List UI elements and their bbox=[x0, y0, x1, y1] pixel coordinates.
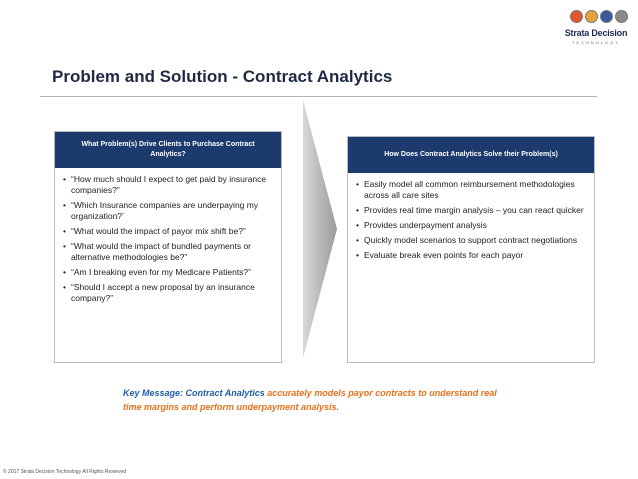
list-item: • Provides underpayment analysis bbox=[356, 220, 586, 231]
list-item: • “Which Insurance companies are underpaying my organization?’ bbox=[63, 200, 273, 222]
title-divider bbox=[40, 96, 597, 97]
solution-panel bbox=[347, 136, 595, 363]
list-item: • Provides real time margin analysis – you can react quicker bbox=[356, 205, 586, 216]
list-item: • “Should I accept a new proposal by an insurance company?” bbox=[63, 282, 273, 304]
arrow-chevron-icon bbox=[303, 100, 337, 358]
logo-icons bbox=[570, 10, 628, 23]
strata-logo bbox=[560, 10, 632, 50]
copyright-footer: © 2017 Strata Decision Technology All Rights Reserved bbox=[3, 469, 127, 475]
logo-circle-icon bbox=[600, 10, 613, 23]
problem-list bbox=[55, 168, 281, 304]
logo-circle-icon bbox=[615, 10, 628, 23]
list-item: • “What would the impact of payor mix shift be?” bbox=[63, 226, 273, 237]
key-message-lead: Key Message: Contract Analytics bbox=[123, 388, 265, 398]
list-item: • “Am I breaking even for my Medicare Patients?” bbox=[63, 267, 273, 278]
problem-panel bbox=[54, 131, 282, 363]
logo-name: Strata Decision bbox=[564, 28, 628, 38]
key-message bbox=[123, 386, 503, 414]
list-item: • Evaluate break even points for each payor bbox=[356, 250, 586, 261]
logo-circle-icon bbox=[585, 10, 598, 23]
list-item: • Quickly model scenarios to support contract negotiations bbox=[356, 235, 586, 246]
list-item: • “How much should I expect to get paid by insurance companies?” bbox=[63, 174, 273, 196]
key-message-body: accurately models payor contracts to understand real time margins and perform underpayment analysis. bbox=[123, 388, 497, 412]
list-item: • Easily model all common reimbursement methodologies across all care sites bbox=[356, 179, 586, 201]
solution-list bbox=[348, 173, 594, 261]
list-item: • “What would the impact of bundled payments or alternative methodologies be?” bbox=[63, 241, 273, 263]
logo-subtitle: TECHNOLOGY bbox=[571, 40, 620, 45]
solution-panel-heading: How Does Contract Analytics Solve their Problem(s) bbox=[348, 137, 594, 173]
problem-panel-heading: What Problem(s) Drive Clients to Purchase Contract Analytics? bbox=[55, 132, 281, 168]
page-title: Problem and Solution - Contract Analytics bbox=[52, 67, 393, 86]
logo-circle-icon bbox=[570, 10, 583, 23]
